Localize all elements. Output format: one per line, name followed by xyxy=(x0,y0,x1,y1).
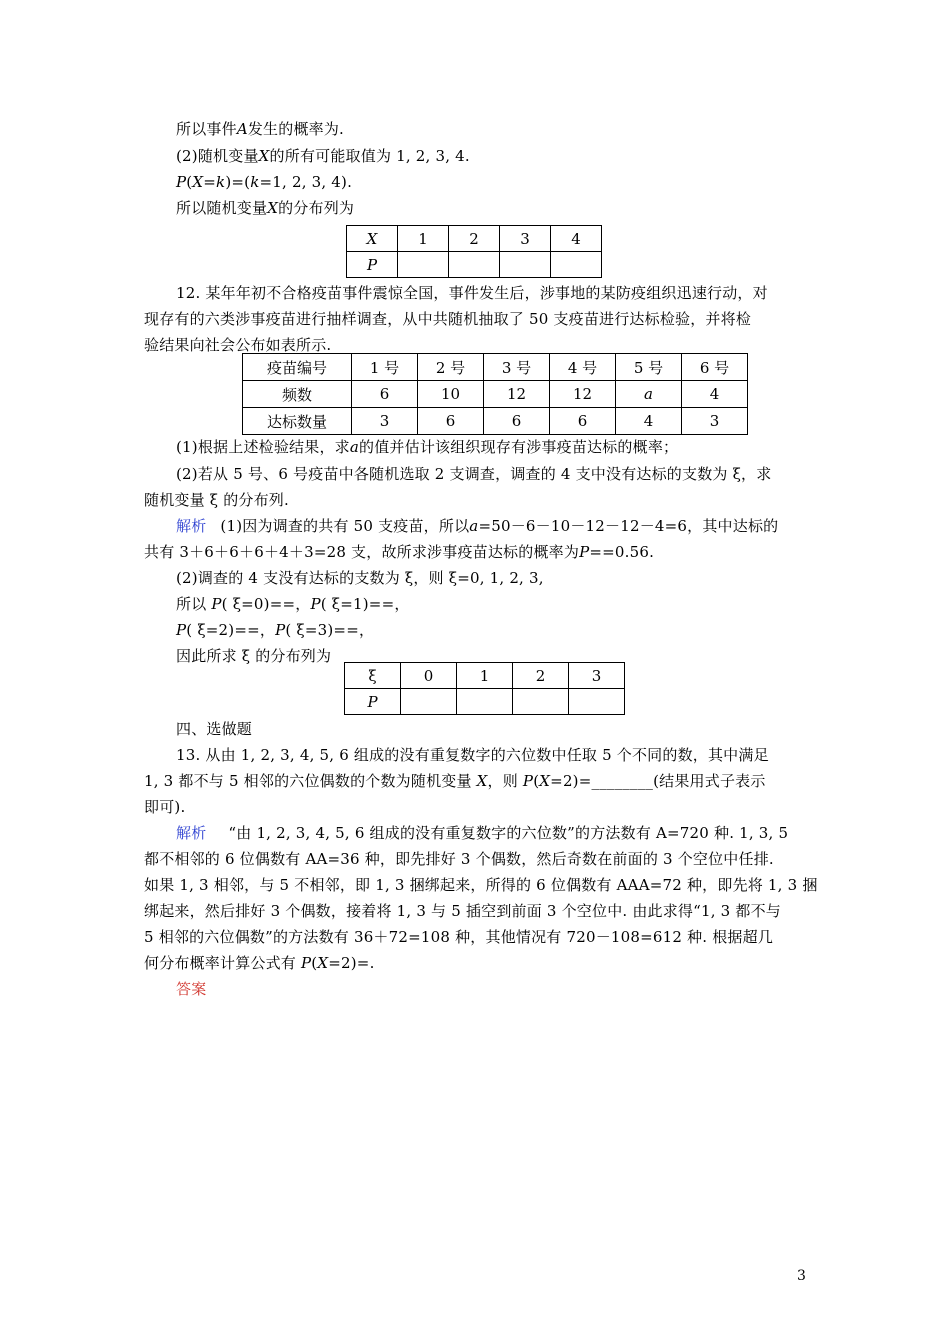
text: (1)因为调查的共有 50 支疫苗，所以 xyxy=(220,517,470,535)
answer-label: 答案 xyxy=(176,980,207,998)
text: )=( xyxy=(225,173,251,191)
text: =2)=. xyxy=(328,954,375,972)
table-cell: 6 xyxy=(550,408,616,435)
var: a xyxy=(469,517,479,535)
table-row xyxy=(345,689,625,715)
var: X xyxy=(539,772,551,790)
var: P xyxy=(579,543,590,561)
question-line: 验结果向社会公布如表所示. xyxy=(144,336,332,354)
table-cell: 4 xyxy=(551,226,602,252)
table-cell: 1 xyxy=(457,663,513,689)
table-row xyxy=(347,226,602,252)
solution-line: 如果 1, 3 相邻，与 5 不相邻，即 1, 3 捆绑起来，所得的 6 位偶数有 AAA=72 种，即先将 1, 3 捆 xyxy=(144,876,818,894)
question-line: (2)若从 5 号、6 号疫苗中各随机选取 2 支调查，调查的 4 支中没有达标的支数为 ξ，求 xyxy=(176,465,772,483)
question-line: 12. 某年年初不合格疫苗事件震惊全国，事件发生后，涉事地的某防疫组织迅速行动，对 xyxy=(176,284,768,302)
table-cell: 达标数量 xyxy=(243,408,352,435)
text: ( ξ=0)==， xyxy=(221,595,311,613)
text: 所以随机变量 xyxy=(176,199,268,217)
var: P xyxy=(176,621,187,639)
text: ( xyxy=(533,772,540,790)
table-cell xyxy=(569,689,625,715)
table-row xyxy=(347,252,602,278)
var: P xyxy=(310,595,321,613)
table-cell: 2 xyxy=(513,663,569,689)
var: A xyxy=(236,120,248,138)
table-cell: 0 xyxy=(401,663,457,689)
var: k xyxy=(250,173,260,191)
var: a xyxy=(349,438,360,456)
var: P xyxy=(300,954,312,972)
table-cell xyxy=(347,252,398,278)
text-line xyxy=(176,119,344,139)
table-cell xyxy=(345,689,401,715)
question-line: 现存有的六类涉事疫苗进行抽样调查，从中共随机抽取了 50 支疫苗进行达标检验，并将检 xyxy=(144,310,752,328)
table-cell: 12 xyxy=(550,381,616,408)
table-cell: 5 号 xyxy=(616,354,682,381)
section-title: 四、选做题 xyxy=(176,720,253,738)
text: = xyxy=(203,173,217,191)
distribution-table-xi xyxy=(344,662,625,715)
table-cell: 6 xyxy=(352,381,418,408)
var: X xyxy=(267,199,279,217)
page-number: 3 xyxy=(797,1268,806,1284)
formula-line xyxy=(176,172,352,192)
question-line xyxy=(176,437,678,457)
text: 1, 3 都不与 5 相邻的六位偶数的个数为随机变量 xyxy=(144,772,472,790)
table-cell: 3 xyxy=(500,226,551,252)
table-cell: 12 xyxy=(484,381,550,408)
text-line xyxy=(176,146,470,166)
table-cell: 6 号 xyxy=(682,354,748,381)
table-cell: 疫苗编号 xyxy=(243,354,352,381)
var: X xyxy=(192,173,204,191)
solution-line: 都不相邻的 6 位偶数有 AA=36 种，即先排好 3 个偶数，然后奇数在前面的 3 个空位中任排. xyxy=(144,850,774,868)
text: 的分布列为 xyxy=(278,199,355,217)
table-cell xyxy=(401,689,457,715)
table-cell: ξ xyxy=(345,663,401,689)
table-cell: 1 号 xyxy=(352,354,418,381)
var: P xyxy=(366,255,378,274)
var: X xyxy=(366,229,378,248)
question-line: 即可). xyxy=(144,798,186,816)
var: X xyxy=(317,954,329,972)
var: P xyxy=(367,692,378,711)
table-row xyxy=(243,354,748,381)
table-cell: 6 xyxy=(484,408,550,435)
table-cell: 3 xyxy=(352,408,418,435)
table-cell: 频数 xyxy=(243,381,352,408)
text: ( ξ=1)==， xyxy=(320,595,410,613)
text: 所以 xyxy=(176,595,207,613)
table-cell: 4 xyxy=(616,408,682,435)
table-cell xyxy=(513,689,569,715)
text-line xyxy=(176,198,354,218)
text: “由 1, 2, 3, 4, 5, 6 组成的没有重复数字的六位数”的方法数有 A=720 种. 1, 3, 5 xyxy=(228,824,789,842)
solution-line: (2)调查的 4 支没有达标的支数为 ξ，则 ξ=0, 1, 2, 3, xyxy=(176,569,544,587)
text: (2)随机变量 xyxy=(176,147,259,165)
table-row xyxy=(345,663,625,689)
table-cell: 3 xyxy=(682,408,748,435)
var: a xyxy=(644,385,653,403)
question-line: 13. 从由 1, 2, 3, 4, 5, 6 组成的没有重复数字的六位数中任取 5 个不同的数，其中满足 xyxy=(176,746,769,764)
var: P xyxy=(275,621,286,639)
table-cell xyxy=(500,252,551,278)
solution-label: 解析 xyxy=(176,824,207,842)
solution-label: 解析 xyxy=(176,517,207,535)
table-cell: 1 xyxy=(398,226,449,252)
table-cell xyxy=(457,689,513,715)
text: ( xyxy=(311,954,318,972)
table-cell: 2 号 xyxy=(418,354,484,381)
text: =1, 2, 3, 4). xyxy=(259,173,353,191)
solution-line: 绑起来，然后排好 3 个偶数，接着将 1, 3 与 5 插空到前面 3 个空位中. 由此求得“1, 3 都不与 xyxy=(144,902,781,920)
table-cell xyxy=(616,381,682,408)
var: X xyxy=(258,147,270,165)
table-cell: 6 xyxy=(418,408,484,435)
distribution-table-x xyxy=(346,225,602,278)
var: P xyxy=(522,772,534,790)
text: 所以事件 xyxy=(176,120,237,138)
solution-line xyxy=(176,823,788,843)
table-cell xyxy=(449,252,500,278)
table-cell: 2 xyxy=(449,226,500,252)
text: 何分布概率计算公式有 xyxy=(144,954,297,972)
solution-line xyxy=(176,620,374,640)
table-row xyxy=(243,381,748,408)
text: ( ξ=2)==， xyxy=(186,621,276,639)
var: P xyxy=(211,595,222,613)
text: =2)=________(结果用式子表示 xyxy=(550,772,766,790)
table-cell xyxy=(347,226,398,252)
text: 的所有可能取值为 1, 2, 3, 4. xyxy=(269,147,470,165)
question-line xyxy=(144,771,766,791)
solution-line: 5 相邻的六位偶数”的方法数有 36＋72=108 种，其他情况有 720－108=612 种. 根据超几 xyxy=(144,928,774,946)
text: ，则 xyxy=(487,772,518,790)
text: 的值并估计该组织现存有涉事疫苗达标的概率； xyxy=(359,438,679,456)
table-row xyxy=(243,408,748,435)
text: ==0.56. xyxy=(589,543,655,561)
solution-line: 因此所求 ξ 的分布列为 xyxy=(176,647,332,665)
text: (1)根据上述检验结果，求 xyxy=(176,438,350,456)
solution-line xyxy=(144,542,654,562)
solution-line xyxy=(144,953,375,973)
table-cell xyxy=(398,252,449,278)
solution-line xyxy=(176,594,410,614)
table-cell: 10 xyxy=(418,381,484,408)
text: 共有 3＋6＋6＋6＋4＋3=28 支，故所求涉事疫苗达标的概率为 xyxy=(144,543,580,561)
var: X xyxy=(476,772,488,790)
vaccine-table xyxy=(242,353,748,435)
table-cell xyxy=(551,252,602,278)
text: 发生的概率为. xyxy=(247,120,345,138)
text: ( ξ=3)==， xyxy=(285,621,375,639)
var: P xyxy=(176,173,187,191)
table-cell: 3 xyxy=(569,663,625,689)
solution-line xyxy=(176,516,778,536)
text: =50－6－10－12－12－4=6，其中达标的 xyxy=(478,517,779,535)
question-line: 随机变量 ξ 的分布列. xyxy=(144,491,289,509)
table-cell: 3 号 xyxy=(484,354,550,381)
text: ( xyxy=(186,173,193,191)
table-cell: 4 号 xyxy=(550,354,616,381)
var: k xyxy=(216,173,226,191)
table-cell: 4 xyxy=(682,381,748,408)
